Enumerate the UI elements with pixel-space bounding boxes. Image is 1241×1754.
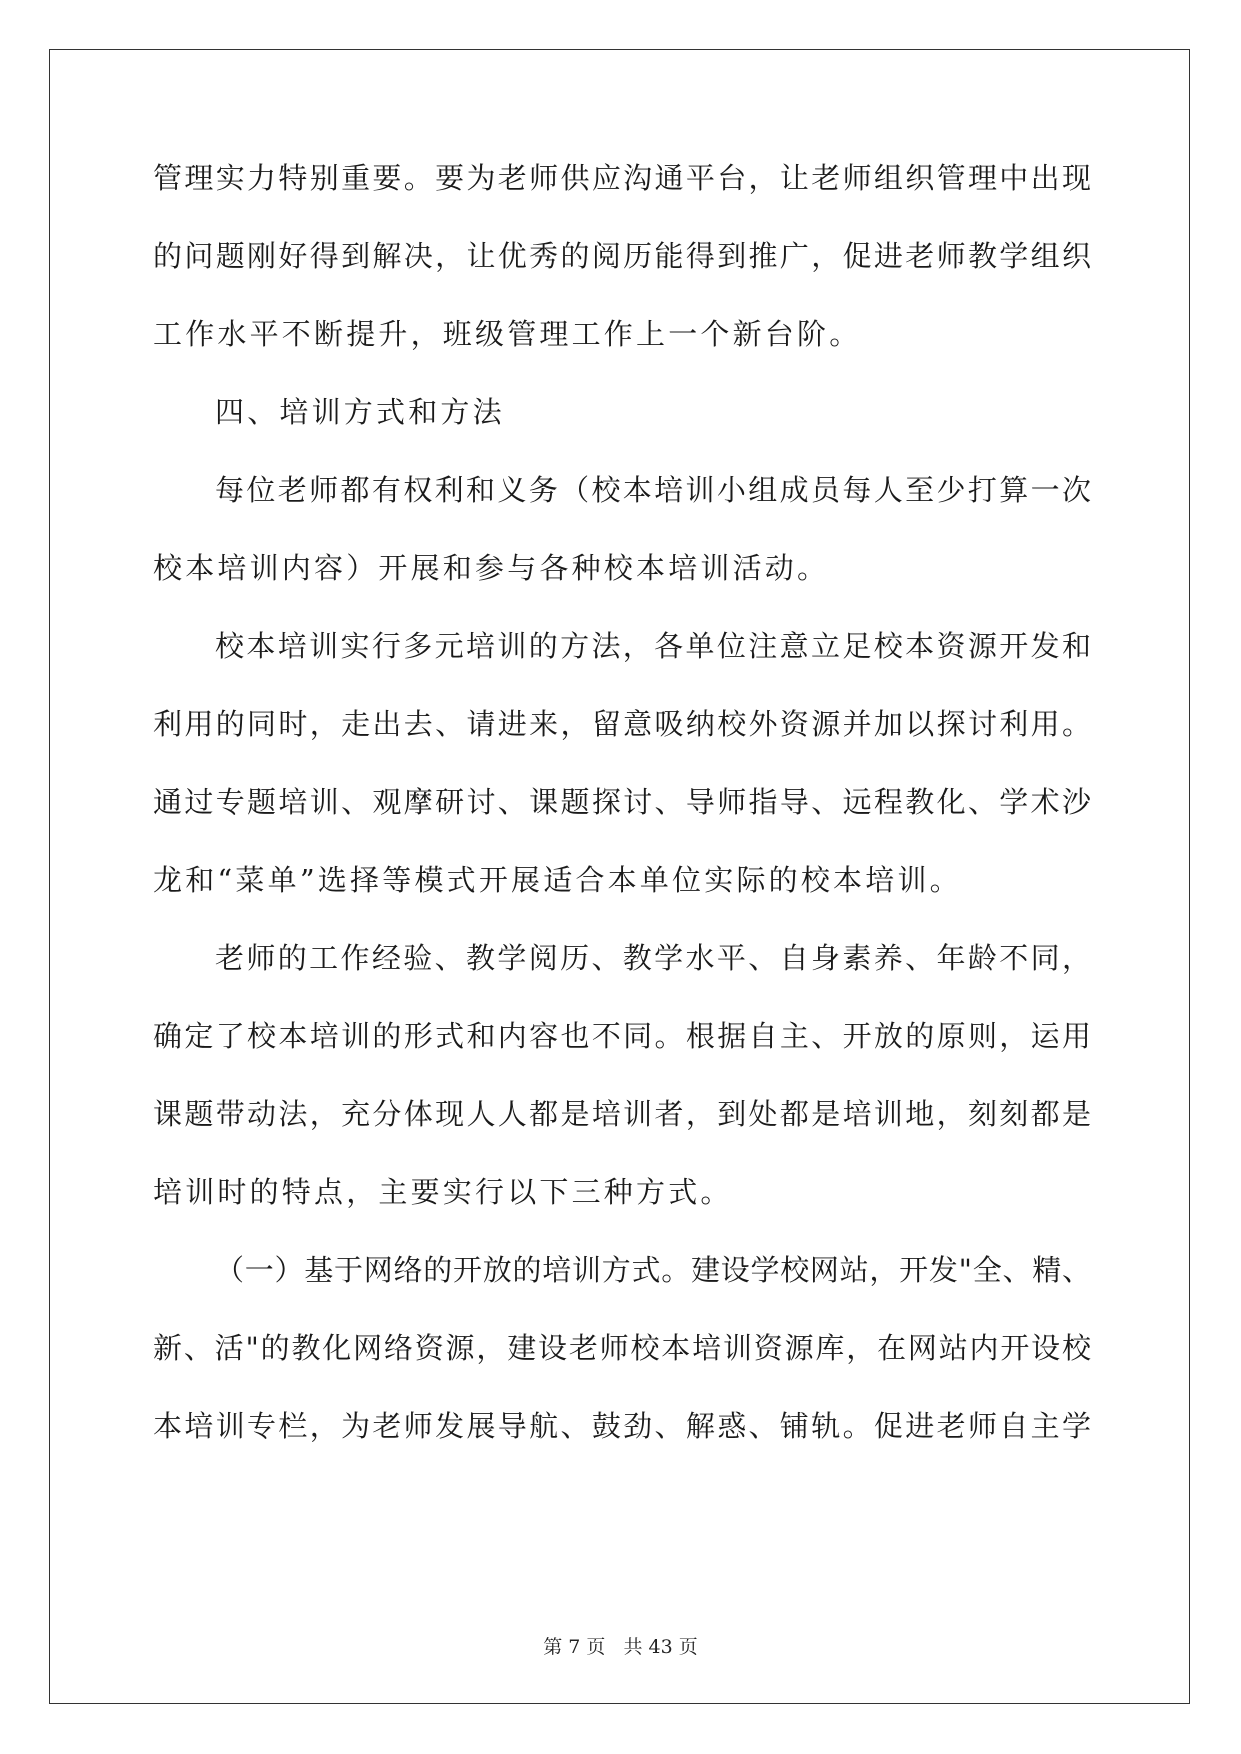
text-line: 培训时的特点，主要实行以下三种方式。 [153,1175,733,1209]
text-line: 新、活"的教化网络资源，建设老师校本培训资源库，在网站内开设校 [153,1331,1091,1365]
text-line: 龙和“菜单”选择等模式开展适合本单位实际的校本培训。 [153,863,962,897]
paragraph-first-line: 老师的工作经验、教学阅历、教学水平、自身素养、年龄不同， [215,941,1091,975]
page-number: 第 7 页 [543,1636,606,1658]
section-heading: 四、培训方式和方法 [215,395,505,429]
page-footer [0,1632,1241,1659]
total-pages: 共 43 页 [623,1636,698,1658]
paragraph-first-line: 每位老师都有权利和义务（校本培训小组成员每人至少打算一次 [215,473,1091,507]
text-line: 的问题刚好得到解决，让优秀的阅历能得到推广，促进老师教学组织 [153,239,1091,273]
paragraph-first-line: （一）基于网络的开放的培训方式。建设学校网站，开发"全、精、 [215,1253,1091,1287]
text-line: 利用的同时，走出去、请进来，留意吸纳校外资源并加以探讨利用。 [153,707,1091,741]
text-line: 校本培训内容）开展和参与各种校本培训活动。 [153,551,830,585]
paragraph-first-line: 校本培训实行多元培训的方法，各单位注意立足校本资源开发和 [215,629,1091,663]
text-line: 工作水平不断提升，班级管理工作上一个新台阶。 [153,317,862,351]
text-line: 确定了校本培训的形式和内容也不同。根据自主、开放的原则，运用 [153,1019,1091,1053]
text-line: 课题带动法，充分体现人人都是培训者，到处都是培训地，刻刻都是 [153,1097,1091,1131]
text-line: 本培训专栏，为老师发展导航、鼓劲、解惑、铺轨。促进老师自主学 [153,1409,1091,1443]
text-line: 通过专题培训、观摩研讨、课题探讨、导师指导、远程教化、学术沙 [153,785,1091,819]
text-line: 管理实力特别重要。要为老师供应沟通平台，让老师组织管理中出现 [153,161,1091,195]
